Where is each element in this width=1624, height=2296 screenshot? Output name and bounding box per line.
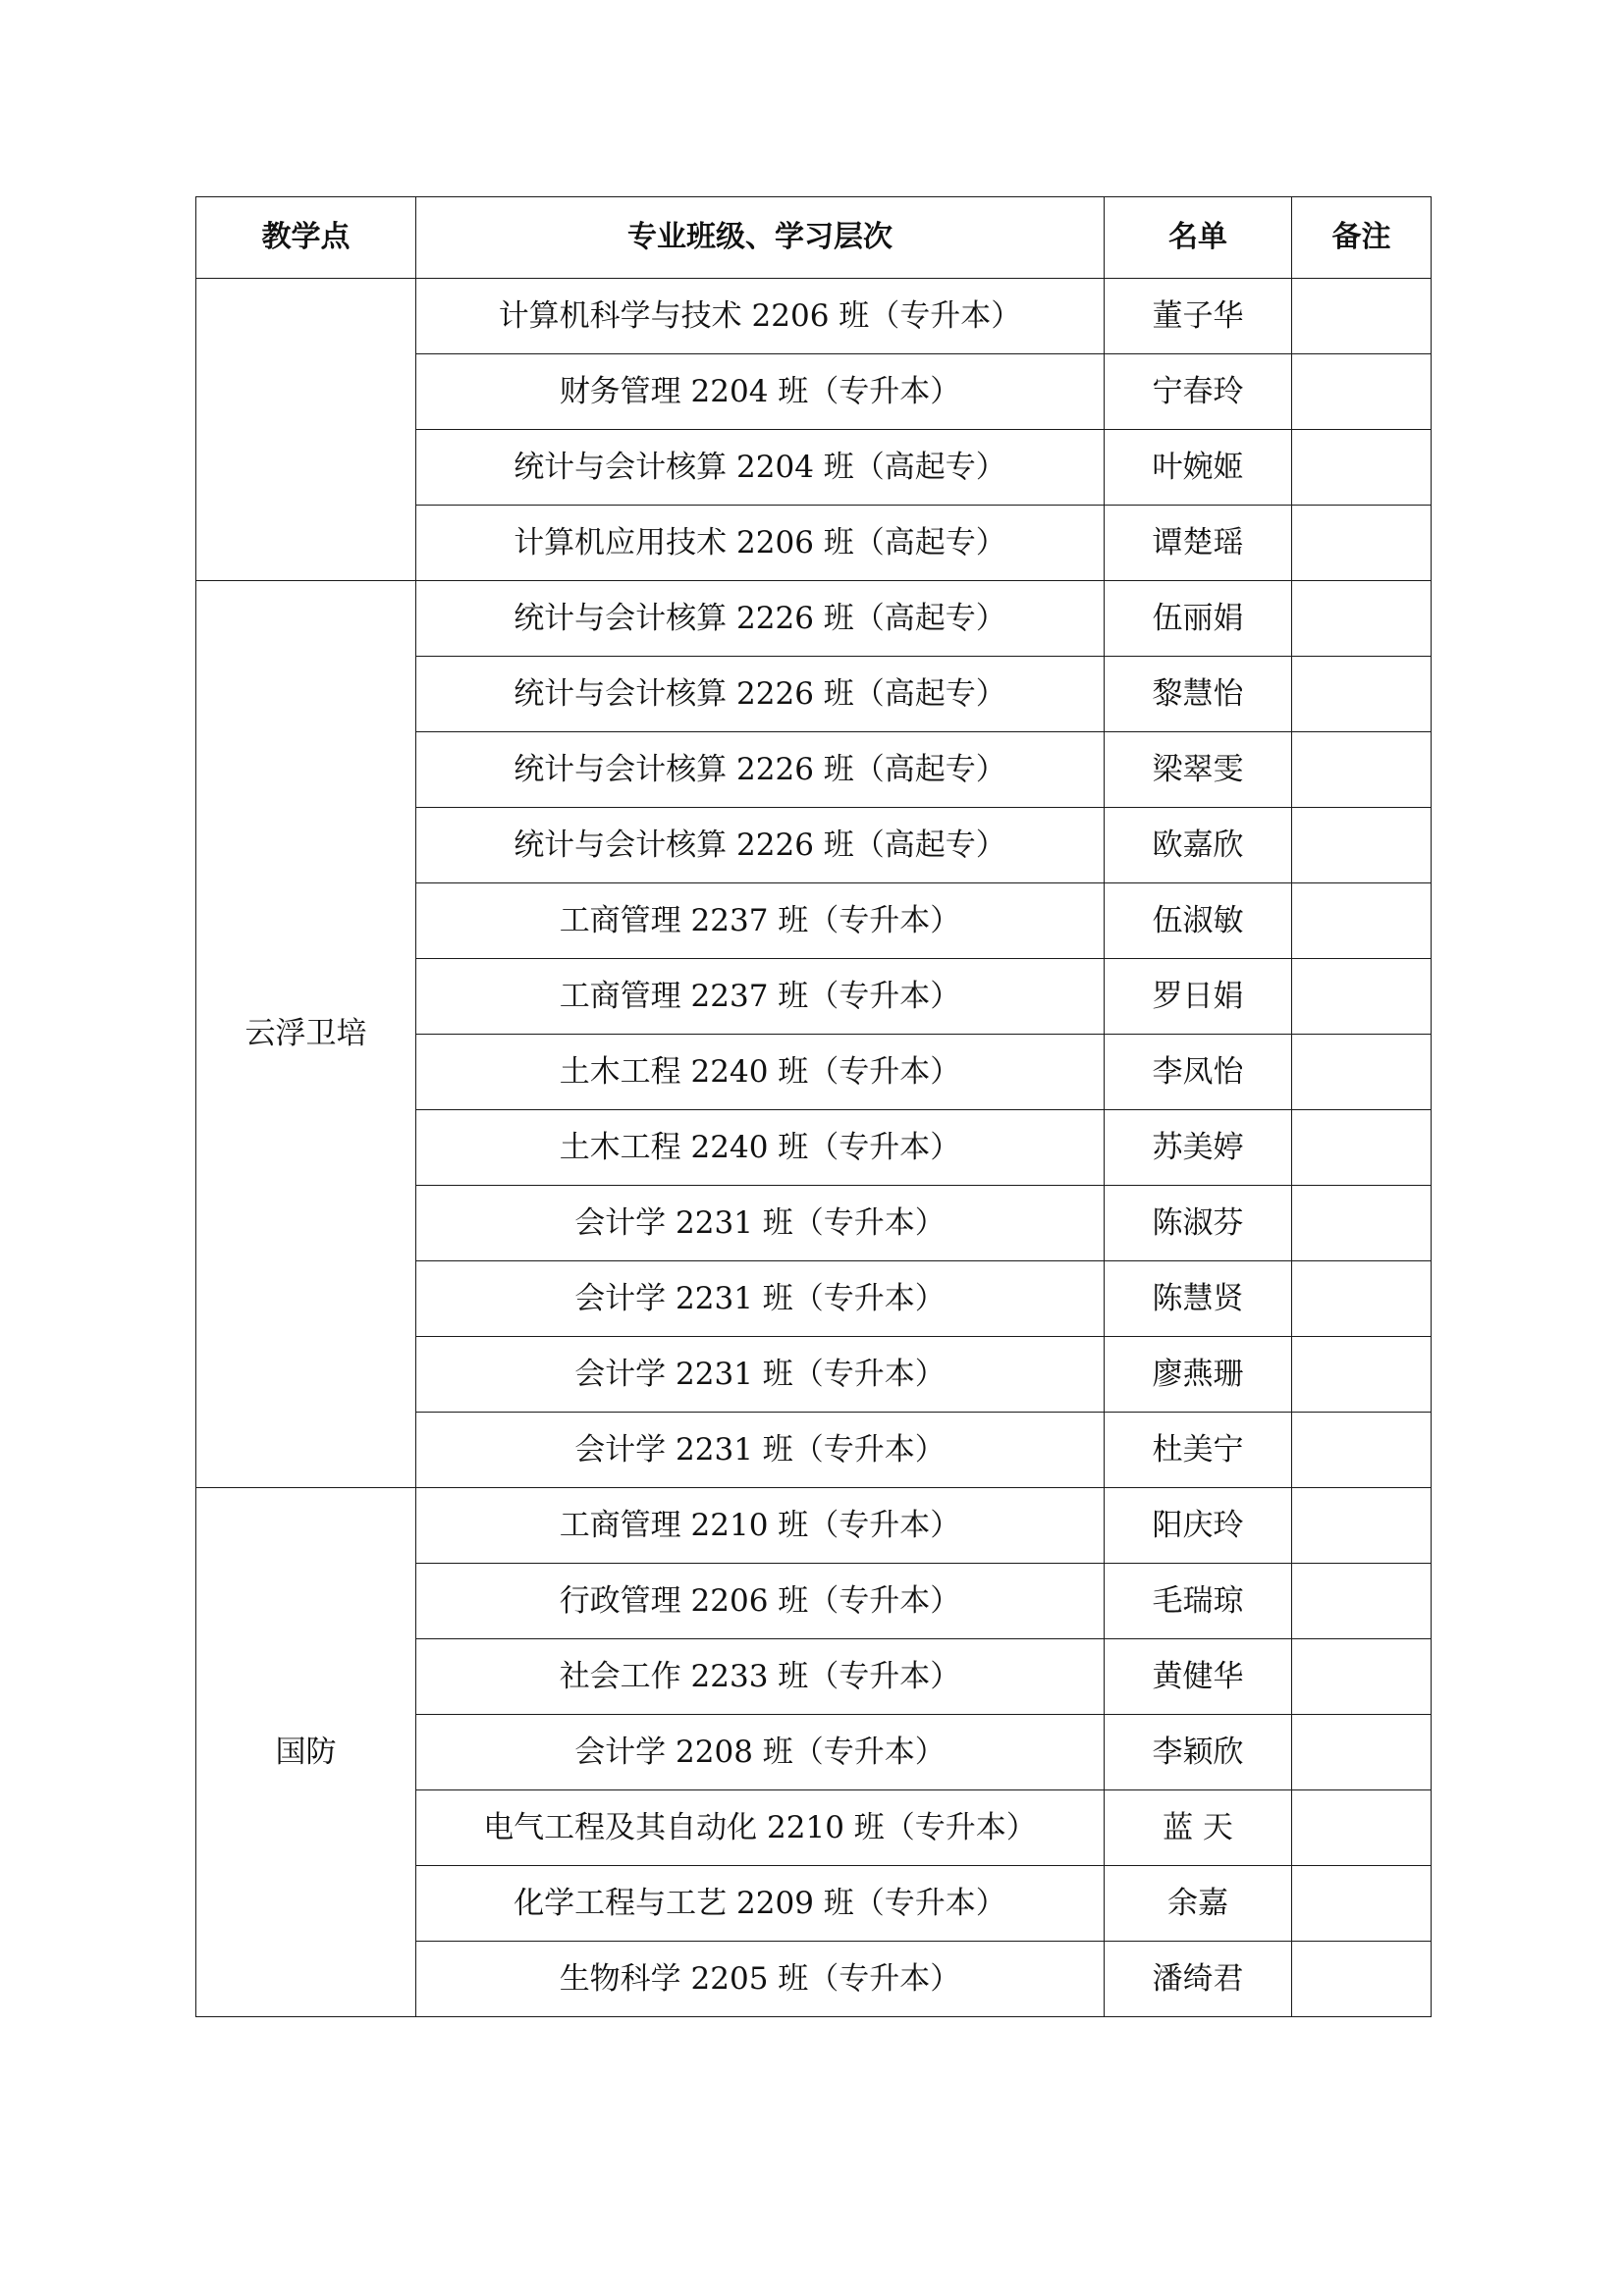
header-class-level: 专业班级、学习层次 bbox=[416, 197, 1105, 279]
class-level-cell: 会计学 2231 班（专升本） bbox=[416, 1337, 1105, 1413]
table-body bbox=[196, 279, 1432, 2017]
remark-cell bbox=[1292, 1186, 1432, 1261]
remark-cell bbox=[1292, 1413, 1432, 1488]
name-cell: 董子华 bbox=[1105, 279, 1292, 354]
class-level-cell: 生物科学 2205 班（专升本） bbox=[416, 1942, 1105, 2017]
name-cell: 罗日娟 bbox=[1105, 959, 1292, 1035]
remark-cell bbox=[1292, 430, 1432, 506]
name-cell: 伍丽娟 bbox=[1105, 581, 1292, 657]
remark-cell bbox=[1292, 883, 1432, 959]
name-cell: 陈慧贤 bbox=[1105, 1261, 1292, 1337]
class-level-cell: 会计学 2208 班（专升本） bbox=[416, 1715, 1105, 1790]
name-cell: 宁春玲 bbox=[1105, 354, 1292, 430]
header-row bbox=[196, 197, 1432, 279]
name-cell: 李颖欣 bbox=[1105, 1715, 1292, 1790]
class-level-cell: 土木工程 2240 班（专升本） bbox=[416, 1035, 1105, 1110]
table-row bbox=[196, 581, 1432, 657]
class-level-cell: 化学工程与工艺 2209 班（专升本） bbox=[416, 1866, 1105, 1942]
class-level-cell: 统计与会计核算 2226 班（高起专） bbox=[416, 657, 1105, 732]
table-row bbox=[196, 279, 1432, 354]
remark-cell bbox=[1292, 1790, 1432, 1866]
class-level-cell: 统计与会计核算 2204 班（高起专） bbox=[416, 430, 1105, 506]
class-level-cell: 工商管理 2210 班（专升本） bbox=[416, 1488, 1105, 1564]
class-level-cell: 行政管理 2206 班（专升本） bbox=[416, 1564, 1105, 1639]
site-cell: 国防 bbox=[196, 1488, 416, 2017]
remark-cell bbox=[1292, 1715, 1432, 1790]
site-cell bbox=[196, 279, 416, 581]
class-level-cell: 统计与会计核算 2226 班（高起专） bbox=[416, 808, 1105, 883]
name-cell: 李凤怡 bbox=[1105, 1035, 1292, 1110]
class-level-cell: 工商管理 2237 班（专升本） bbox=[416, 883, 1105, 959]
name-cell: 谭楚瑶 bbox=[1105, 506, 1292, 581]
remark-cell bbox=[1292, 1035, 1432, 1110]
name-cell: 欧嘉欣 bbox=[1105, 808, 1292, 883]
remark-cell bbox=[1292, 1564, 1432, 1639]
class-level-cell: 财务管理 2204 班（专升本） bbox=[416, 354, 1105, 430]
name-cell: 余嘉 bbox=[1105, 1866, 1292, 1942]
class-level-cell: 土木工程 2240 班（专升本） bbox=[416, 1110, 1105, 1186]
name-cell: 陈淑芬 bbox=[1105, 1186, 1292, 1261]
table-header bbox=[196, 197, 1432, 279]
remark-cell bbox=[1292, 1261, 1432, 1337]
class-level-cell: 会计学 2231 班（专升本） bbox=[416, 1413, 1105, 1488]
remark-cell bbox=[1292, 581, 1432, 657]
site-cell: 云浮卫培 bbox=[196, 581, 416, 1488]
roster-table bbox=[195, 196, 1432, 2017]
name-cell: 黎慧怡 bbox=[1105, 657, 1292, 732]
name-cell: 梁翠雯 bbox=[1105, 732, 1292, 808]
remark-cell bbox=[1292, 1942, 1432, 2017]
table-row bbox=[196, 1488, 1432, 1564]
name-cell: 苏美婷 bbox=[1105, 1110, 1292, 1186]
name-cell: 毛瑞琼 bbox=[1105, 1564, 1292, 1639]
name-cell: 蓝 天 bbox=[1105, 1790, 1292, 1866]
class-level-cell: 工商管理 2237 班（专升本） bbox=[416, 959, 1105, 1035]
class-level-cell: 会计学 2231 班（专升本） bbox=[416, 1261, 1105, 1337]
class-level-cell: 统计与会计核算 2226 班（高起专） bbox=[416, 581, 1105, 657]
header-name: 名单 bbox=[1105, 197, 1292, 279]
remark-cell bbox=[1292, 808, 1432, 883]
name-cell: 廖燕珊 bbox=[1105, 1337, 1292, 1413]
name-cell: 阳庆玲 bbox=[1105, 1488, 1292, 1564]
remark-cell bbox=[1292, 959, 1432, 1035]
class-level-cell: 计算机科学与技术 2206 班（专升本） bbox=[416, 279, 1105, 354]
remark-cell bbox=[1292, 1639, 1432, 1715]
class-level-cell: 计算机应用技术 2206 班（高起专） bbox=[416, 506, 1105, 581]
name-cell: 潘绮君 bbox=[1105, 1942, 1292, 2017]
name-cell: 杜美宁 bbox=[1105, 1413, 1292, 1488]
remark-cell bbox=[1292, 1488, 1432, 1564]
remark-cell bbox=[1292, 506, 1432, 581]
remark-cell bbox=[1292, 657, 1432, 732]
remark-cell bbox=[1292, 732, 1432, 808]
class-level-cell: 电气工程及其自动化 2210 班（专升本） bbox=[416, 1790, 1105, 1866]
name-cell: 叶婉姬 bbox=[1105, 430, 1292, 506]
remark-cell bbox=[1292, 354, 1432, 430]
remark-cell bbox=[1292, 279, 1432, 354]
class-level-cell: 社会工作 2233 班（专升本） bbox=[416, 1639, 1105, 1715]
header-remark: 备注 bbox=[1292, 197, 1432, 279]
name-cell: 伍淑敏 bbox=[1105, 883, 1292, 959]
name-cell: 黄健华 bbox=[1105, 1639, 1292, 1715]
remark-cell bbox=[1292, 1110, 1432, 1186]
class-level-cell: 会计学 2231 班（专升本） bbox=[416, 1186, 1105, 1261]
remark-cell bbox=[1292, 1337, 1432, 1413]
header-site: 教学点 bbox=[196, 197, 416, 279]
remark-cell bbox=[1292, 1866, 1432, 1942]
class-level-cell: 统计与会计核算 2226 班（高起专） bbox=[416, 732, 1105, 808]
